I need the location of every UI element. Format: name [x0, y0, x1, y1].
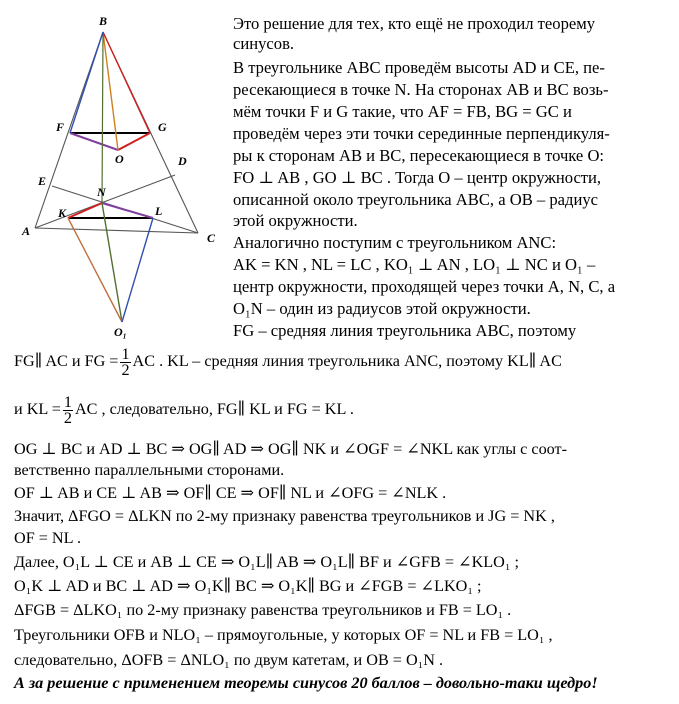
formula-line: [14, 347, 562, 378]
label-b: B: [99, 14, 108, 28]
paragraph-line: Это решение для тех, кто ещё не проходил теорему: [233, 14, 596, 33]
side-ac: [35, 228, 198, 233]
label-g: G: [158, 120, 167, 134]
formula-text: и KL =: [14, 400, 61, 419]
fraction-denominator: 2: [121, 361, 130, 379]
segment-bf: [70, 32, 103, 133]
formula-line: ΔFGB = ΔLKO₁ по 2-му признаку равенства треугольников и FB = LO₁ .: [14, 601, 512, 619]
geometry-figure: [0, 0, 232, 345]
paragraph-line: синусов.: [233, 34, 295, 53]
label-l: L: [155, 204, 163, 218]
label-c: C: [207, 231, 216, 245]
paragraph-line: Аналогично поступим с треугольником ANC:: [233, 233, 557, 252]
paragraph-line: AK = KN , NL = LC , KO₁ ⊥ AN , LO₁ ⊥ NC и O₁ –: [233, 255, 596, 274]
paragraph-line: O₁N – один из радиусов этой окружности.: [233, 299, 531, 318]
formula-text: AC , следовательно, FG∥ KL и FG = KL .: [74, 400, 354, 419]
label-o: O: [115, 152, 124, 166]
paragraph-line: ры к сторонам AB и BC, пересекающиеся в точке O:: [233, 146, 605, 165]
formula-line: OF ⊥ AB и CE ⊥ AB ⇒ OF∥ CE ⇒ OF∥ NL и ∠OFG = ∠NLK .: [14, 484, 447, 502]
label-f: F: [56, 120, 65, 134]
segment-nl: [102, 203, 153, 218]
paragraph-line: ресекающиеся в точке N. На сторонах AB и BC возь-: [233, 80, 609, 99]
segment-go: [118, 133, 150, 150]
label-d: D: [178, 154, 187, 168]
formula-text: AC . KL – средняя линия треугольника ANC, поэтому KL∥ AC: [132, 352, 562, 371]
fraction-denominator: 2: [63, 409, 72, 427]
formula-line: OG ⊥ BC и AD ⊥ BC ⇒ OG∥ AD ⇒ OG∥ NK и ∠OGF = ∠NKL как углы с соот-: [14, 440, 568, 458]
formula-line: [14, 395, 354, 426]
fraction-half: [120, 347, 130, 378]
label-a: A: [22, 224, 31, 238]
fraction-numerator: 1: [63, 393, 72, 411]
paragraph-line: мём точки F и G такие, что AF = FB, BG = GC и: [233, 102, 572, 121]
paragraph-line: проведём через эти точки серединные перпендикуля-: [233, 124, 610, 143]
paragraph-line: описанной около треугольника ABC, а OB – радиус: [233, 190, 599, 209]
formula-line: следовательно, ΔOFB = ΔNLO₁ по двум катетам, и OB = O₁N .: [14, 651, 444, 669]
fraction-half: [63, 395, 73, 426]
segment-fo: [70, 133, 118, 150]
label-o1: O₁: [114, 325, 127, 339]
label-n: N: [97, 185, 106, 199]
paragraph-line: центр окружности, проходящей через точки A, N, C, а: [233, 277, 616, 296]
formula-line: Треугольники OFB и NLO₁ – прямоугольные, у которых OF = NL и FB = LO₁ ,: [14, 626, 553, 644]
segment-kn: [68, 203, 102, 218]
paragraph-line: этой окружности.: [233, 211, 358, 230]
paragraph-line: В треугольнике ABC проведём высоты AD и CE, пе-: [233, 58, 605, 77]
closing-remark: А за решение с применением теоремы синусов 20 баллов – довольно-таки щедро!: [14, 674, 598, 692]
formula-text: FG∥ AC и FG =: [14, 352, 119, 371]
formula-line: OF = NL .: [14, 529, 81, 547]
label-e: E: [38, 174, 47, 188]
label-k: K: [58, 206, 67, 220]
formula-line: ветственно параллельными сторонами.: [14, 461, 285, 479]
paragraph-line: FG – средняя линия треугольника ABC, поэтому: [233, 321, 577, 340]
fraction-numerator: 1: [121, 345, 130, 363]
formula-line: O₁K ⊥ AD и BC ⊥ AD ⇒ O₁K∥ BC ⇒ O₁K∥ BG и ∠FGB = ∠LKO₁ ;: [14, 577, 482, 595]
segment-bn: [102, 32, 103, 203]
formula-line: Значит, ΔFGO = ΔLKN по 2-му признаку равенства треугольников и JG = NK ,: [14, 507, 555, 525]
segment-lo1: [122, 218, 153, 322]
paragraph-line: FO ⊥ AB , GO ⊥ BC . Тогда O – центр окружности,: [233, 168, 602, 187]
formula-line: Далее, O₁L ⊥ CE и AB ⊥ CE ⇒ O₁L∥ AB ⇒ O₁L∥ BF и ∠GFB = ∠KLO₁ ;: [14, 553, 520, 571]
